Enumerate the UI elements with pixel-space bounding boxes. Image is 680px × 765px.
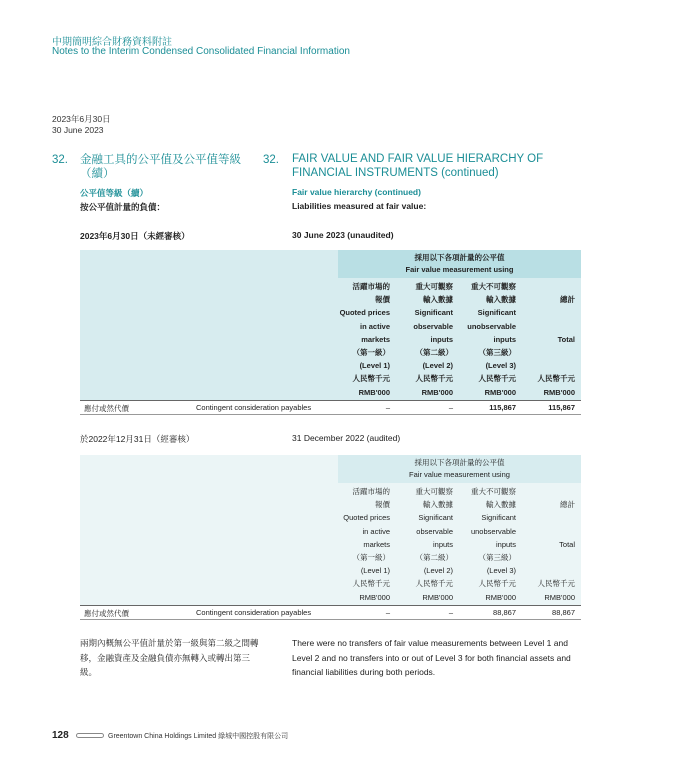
page-number: 128 [52, 730, 69, 741]
col-text: 重大不可觀察 [471, 487, 516, 496]
col-text: Significant [418, 513, 453, 523]
col-text: RMB'000 [544, 592, 575, 602]
col-text: （第一級） [352, 553, 390, 563]
company-name: Greentown China Holdings Limited 綠城中國控股有限公司 [108, 733, 289, 740]
col-text: Quoted prices [339, 308, 390, 318]
col-text: RMB'000 [359, 592, 390, 602]
period1-label-zh: 2023年6月30日（未經審核） [80, 231, 190, 241]
value-total: 115,867 [548, 403, 575, 412]
col-text: 人民幣千元 [478, 374, 516, 384]
column-header-level2 [390, 280, 453, 399]
col-text: (Level 1) [359, 361, 390, 371]
col-text: (Level 3) [486, 566, 516, 576]
col-text: (Level 2) [423, 566, 453, 576]
col-text: Significant [414, 308, 453, 318]
col-text: 重大可觀察 [415, 487, 453, 496]
col-text: in active [362, 526, 390, 536]
col-text: 人民幣千元 [537, 579, 575, 589]
note-title-en: FAIR VALUE AND FAIR VALUE HIERARCHY OF FINANCIAL INSTRUMENTS (continued) [292, 153, 544, 179]
col-text: markets [361, 334, 390, 344]
col-text: 重大不可觀察 [471, 282, 516, 291]
subheading-zh: 公平值等級（續） [80, 188, 149, 198]
period2-label-en: 31 December 2022 (audited) [292, 433, 401, 443]
note-number-zh: 32. [52, 154, 68, 166]
subheading-en: Fair value hierarchy (continued) [292, 187, 421, 197]
row-label-zh: 應付或然代價 [84, 609, 129, 618]
col-text: observable [413, 321, 453, 331]
col-text: 報價 [375, 295, 390, 305]
footer-decoration [76, 733, 104, 738]
value-level2: – [448, 403, 453, 412]
col-text: Total [557, 334, 575, 344]
header-title-en: Notes to the Interim Condensed Consolidated Financial Information [52, 46, 350, 57]
note-title-zh: 金融工具的公平值及公平值等級（續） [80, 154, 241, 180]
col-text: inputs [495, 539, 516, 549]
col-text: 人民幣千元 [415, 374, 453, 384]
report-date-en: 30 June 2023 [52, 125, 104, 135]
col-text: 總計 [560, 295, 575, 305]
col-text: （第二級） [415, 553, 453, 563]
col-text: 活躍市場的 [352, 282, 390, 291]
col-text: inputs [430, 334, 453, 344]
group-header [338, 250, 581, 278]
period2-label-zh: 於2022年12月31日（經審核） [80, 434, 195, 444]
col-text: (Level 2) [422, 361, 453, 371]
column-header-level1 [338, 280, 390, 399]
col-text: 輸入數據 [423, 295, 453, 305]
value-level3: 115,867 [489, 403, 516, 412]
col-text: （第二級） [415, 348, 453, 358]
column-header-level1 [338, 485, 390, 604]
value-level1: – [385, 403, 390, 412]
col-text: (Level 3) [485, 361, 516, 371]
col-text: （第三級） [478, 348, 516, 358]
col-text: 輸入數據 [423, 500, 453, 510]
value-level2: – [448, 608, 453, 617]
col-text: 人民幣千元 [352, 374, 390, 384]
col-text: Significant [481, 513, 516, 523]
value-level3: 88,867 [493, 608, 516, 617]
table-row [80, 605, 581, 620]
col-text: RMB'000 [485, 592, 516, 602]
subheading2-zh: 按公平值計量的負債： [80, 202, 166, 212]
group-header [338, 455, 581, 483]
col-text: 人民幣千元 [537, 374, 575, 384]
fair-value-table-2023 [80, 250, 581, 416]
col-text: （第一級） [352, 348, 390, 358]
column-header-total [516, 280, 575, 399]
column-header-total [516, 485, 575, 604]
col-text: RMB'000 [422, 592, 453, 602]
col-text: in active [359, 321, 390, 331]
col-text: RMB'000 [358, 387, 390, 397]
col-text: 報價 [375, 500, 390, 510]
col-text: 人民幣千元 [415, 579, 453, 589]
col-text: 重大可觀察 [415, 282, 453, 291]
period1-label-en: 30 June 2023 (unaudited) [292, 230, 394, 240]
group-header-zh: 採用以下各項計量的公平值 [414, 253, 505, 262]
col-text: Total [559, 539, 575, 549]
col-text: markets [363, 539, 390, 549]
value-level1: – [385, 608, 390, 617]
col-text: 活躍市場的 [352, 487, 390, 496]
col-text: Significant [477, 308, 516, 318]
row-label-en: Contingent consideration payables [196, 608, 312, 617]
note-number-en: 32. [263, 154, 279, 166]
header-title-zh: 中期簡明綜合財務資料附註 [52, 37, 172, 48]
col-text: inputs [493, 334, 516, 344]
col-text: unobservable [467, 321, 516, 331]
col-text: observable [416, 526, 453, 536]
column-header-level3 [453, 280, 516, 399]
footnote-en: There were no transfers of fair value measurements between Level 1 and Level 2 and no transfers into or out of Level 3 for both financial assets and financial liabilities during both periods. [292, 638, 571, 677]
row-label-en: Contingent consideration payables [196, 403, 312, 412]
col-text: unobservable [470, 526, 516, 536]
footnote-zh: 兩期內概無公平值計量於第一級與第二級之間轉移，金融資產及金融負債亦無轉入或轉出第三級。 [80, 638, 259, 677]
col-text: 輸入數據 [486, 500, 516, 510]
col-text: 總計 [560, 500, 575, 510]
column-header-level3 [453, 485, 516, 604]
col-text: (Level 1) [360, 566, 390, 576]
value-total: 88,867 [552, 608, 575, 617]
table-row [80, 400, 581, 415]
group-header-zh: 採用以下各項計量的公平值 [414, 458, 505, 467]
col-text: RMB'000 [421, 387, 453, 397]
col-text: （第三級） [478, 553, 516, 563]
group-header-en: Fair value measurement using [409, 470, 510, 479]
col-text: 人民幣千元 [352, 579, 390, 589]
column-header-level2 [390, 485, 453, 604]
report-date-zh: 2023年6月30日 [52, 114, 111, 124]
col-text: RMB'000 [543, 387, 575, 397]
row-label-zh: 應付或然代價 [84, 404, 129, 413]
group-header-en: Fair value measurement using [405, 265, 514, 274]
col-text: 輸入數據 [486, 295, 516, 305]
col-text: RMB'000 [484, 387, 516, 397]
col-text: Quoted prices [343, 513, 390, 523]
subheading2-en: Liabilities measured at fair value: [292, 201, 427, 211]
fair-value-table-2022 [80, 455, 581, 621]
col-text: 人民幣千元 [478, 579, 516, 589]
col-text: inputs [432, 539, 453, 549]
